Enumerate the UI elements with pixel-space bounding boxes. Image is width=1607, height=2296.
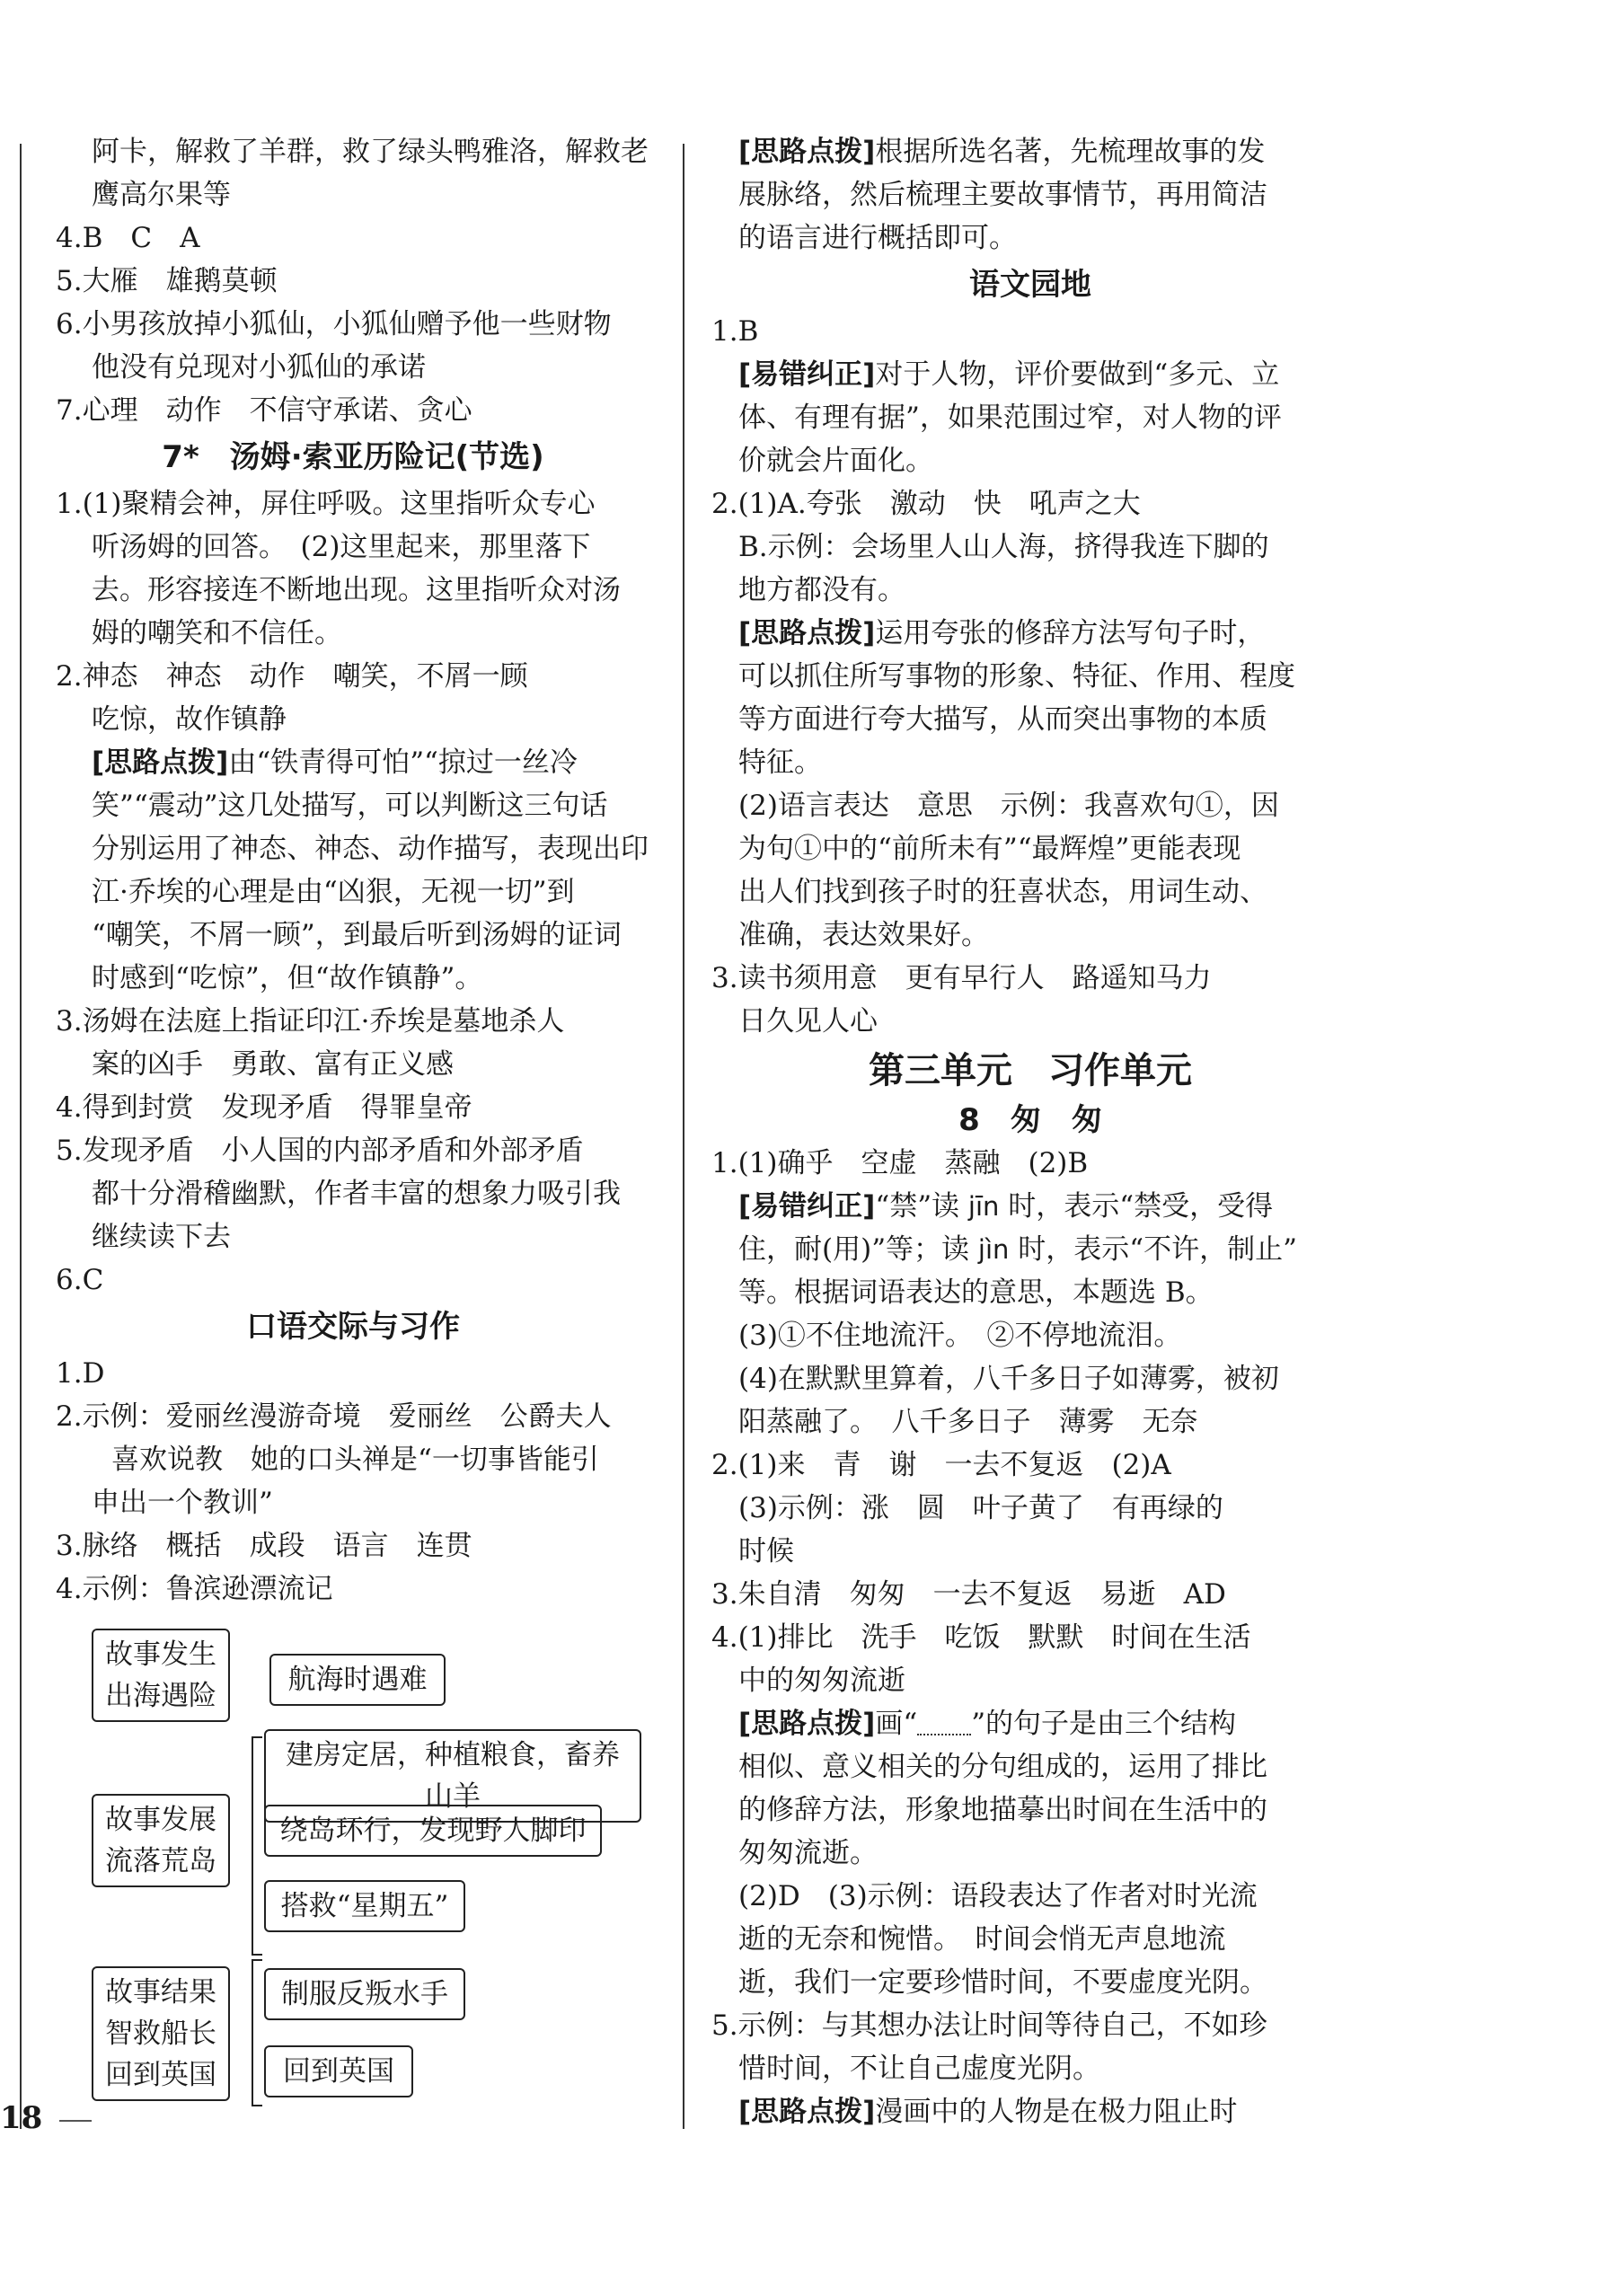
answer-line: 中的匆匆流逝 xyxy=(738,1665,905,1697)
page-number: 18 xyxy=(0,2100,43,2136)
diagram-start-box xyxy=(92,1629,230,1722)
diagram-end-bracket xyxy=(252,1959,262,2106)
hint-tag: [思路点拨] xyxy=(92,746,229,779)
answer-line: 去。形容接连不断地出现。这里指听众对汤 xyxy=(92,574,621,606)
answer-6: 6.小男孩放掉小狐仙，小狐仙赠予他一些财物 xyxy=(56,308,612,340)
answer-line: 惜时间，不让自己虚度光阴。 xyxy=(738,2053,1100,2085)
hint-tag: [思路点拨] xyxy=(738,136,876,168)
answer-line: 准确，表达效果好。 xyxy=(738,919,989,951)
hint-line: 体、有理有据”，如果范围过窄，对人物的评 xyxy=(738,402,1282,434)
footer-rule xyxy=(59,2120,92,2122)
answer-line: 2.(1)A.夸张 激动 快 吼声之大 xyxy=(711,488,1141,520)
answer-line: 5.示例：与其想办法让时间等待自己，不如珍 xyxy=(711,2009,1267,2042)
hint-line: 相似、意义相关的分句组成的，运用了排比 xyxy=(738,1751,1267,1783)
diagram-dev-sub: 流落荒岛 xyxy=(105,1845,216,1877)
answer-line: 4.得到封赏 发现矛盾 得罪皇帝 xyxy=(56,1091,472,1124)
hint-line: 分别运用了神态、神态、动作描写，表现出印 xyxy=(92,833,649,865)
answer-line: 2.示例：爱丽丝漫游奇境 爱丽丝 公爵夫人 xyxy=(56,1400,612,1433)
hint-line: 江·乔埃的心理是由“凶狠，无视一切”到 xyxy=(92,876,575,908)
diagram-end-item-2: 回到英国 xyxy=(264,2045,413,2097)
answer-line: 1.D xyxy=(56,1357,105,1390)
wavy-underline-mark xyxy=(917,1716,971,1735)
hint-text: 时，表示“不许，制止” xyxy=(1009,1233,1297,1266)
answer-line: 5.发现矛盾 小人国的内部矛盾和外部矛盾 xyxy=(56,1135,584,1167)
answer-line: 逝的无奈和惋惜。 时间会悄无声息地流 xyxy=(738,1923,1226,1956)
answer-line: 6.C xyxy=(56,1264,104,1296)
hint-text: 由“铁青得可怕”“掠过一丝冷 xyxy=(228,746,578,779)
answer-line: 3.朱自清 匆匆 一去不复返 易逝 AD xyxy=(711,1578,1226,1611)
story-structure-diagram xyxy=(56,1618,650,2157)
answer-line: 阿卡，解救了羊群，救了绿头鸭雅洛，解救老 xyxy=(92,136,649,168)
hint-line: 特征。 xyxy=(738,746,822,779)
error-tag: [易错纠正] xyxy=(738,1190,876,1223)
diagram-end-sub1: 智救船长 xyxy=(105,2018,216,2050)
column-separator xyxy=(683,144,684,2129)
diagram-end-sub2: 回到英国 xyxy=(105,2059,216,2091)
lesson-title-congcong: 8 匆 匆 xyxy=(958,1102,1102,1138)
diagram-dev-title: 故事发展 xyxy=(105,1804,216,1836)
pinyin-jin1: jīn xyxy=(967,1191,1000,1222)
answer-line: 申出一个教训” xyxy=(92,1487,273,1519)
hint-text: 画“ xyxy=(875,1708,918,1740)
hint-line: 等。根据词语表达的意思，本题选 B。 xyxy=(738,1276,1214,1309)
hint-line: 笑”“震动”这几处描写，可以判断这三句话 xyxy=(92,790,608,822)
diagram-start-title: 故事发生 xyxy=(105,1638,216,1671)
hint-line xyxy=(738,1185,1322,1228)
answer-line: (3)示例：涨 圆 叶子黄了 有再绿的 xyxy=(738,1492,1223,1524)
answer-line: 案的凶手 勇敢、富有正义感 xyxy=(92,1048,454,1081)
diagram-end-box xyxy=(92,1966,230,2101)
hint-line xyxy=(738,2090,1322,2133)
diagram-end-title: 故事结果 xyxy=(105,1976,216,2009)
hint-line xyxy=(738,1702,1322,1745)
diagram-dev-item-2: 绕岛环行，发现野人脚印 xyxy=(264,1805,602,1857)
hint-tag: [思路点拨] xyxy=(738,2096,876,2128)
pinyin-jin4: jìn xyxy=(977,1234,1010,1265)
error-tag: [易错纠正] xyxy=(738,358,876,391)
answer-line: 2.神态 神态 动作 嘲笑，不屑一顾 xyxy=(56,660,528,693)
diagram-dev-box xyxy=(92,1794,230,1887)
answer-6-cont: 他没有兑现对小狐仙的承诺 xyxy=(92,351,426,384)
unit-title: 第三单元 习作单元 xyxy=(869,1050,1192,1091)
section-title-oral: 口语交际与习作 xyxy=(246,1309,460,1345)
hint-text: 住，耐(用)”等；读 xyxy=(738,1233,978,1266)
answer-line: 阳蒸融了。 八千多日子 薄雾 无奈 xyxy=(738,1406,1198,1438)
answer-line: 4.(1)排比 洗手 吃饭 默默 时间在生活 xyxy=(711,1621,1251,1654)
diagram-start-item: 航海时遇难 xyxy=(269,1654,446,1706)
hint-line: 时感到“吃惊”，但“故作镇静”。 xyxy=(92,962,483,994)
answer-4: 4.B C A xyxy=(56,222,200,254)
answer-line: (3)①不住地流汗。 ②不停地流泪。 xyxy=(738,1320,1182,1352)
hint-line xyxy=(738,612,1322,655)
answer-line: 1.(1)确乎 空虚 蒸融 (2)B xyxy=(711,1147,1089,1179)
hint-line xyxy=(738,353,1322,396)
left-margin-rule xyxy=(20,144,22,2129)
hint-line xyxy=(738,130,1322,173)
answer-line: 日久见人心 xyxy=(738,1005,878,1038)
answer-line: 继续读下去 xyxy=(92,1221,231,1253)
section-title-tom-sawyer: 7* 汤姆·索亚历险记(节选) xyxy=(162,439,544,475)
answer-line: 鹰高尔果等 xyxy=(92,179,231,211)
answer-7: 7.心理 动作 不信守承诺、贪心 xyxy=(56,394,472,427)
answer-5: 5.大雁 雄鹅莫顿 xyxy=(56,265,278,297)
hint-line xyxy=(56,741,650,784)
hint-text: 根据所选名著，先梳理故事的发 xyxy=(875,136,1266,168)
hint-tag: [思路点拨] xyxy=(738,1708,876,1740)
answer-line: 3.脉络 概括 成段 语言 连贯 xyxy=(56,1530,472,1562)
hint-line: 可以抓住所写事物的形象、特征、作用、程度 xyxy=(738,660,1295,693)
answer-line: 1.(1)聚精会神，屏住呼吸。这里指听众专心 xyxy=(56,488,596,520)
answer-line: (4)在默默里算着，八千多日子如薄雾，被初 xyxy=(738,1363,1279,1395)
diagram-dev-bracket xyxy=(252,1736,262,1956)
answer-line: 听汤姆的回答。 (2)这里起来，那里落下 xyxy=(92,531,591,563)
diagram-start-sub: 出海遇险 xyxy=(105,1680,216,1712)
answer-line: 都十分滑稽幽默，作者丰富的想象力吸引我 xyxy=(92,1178,621,1210)
hint-line: “嘲笑，不屑一顾”，到最后听到汤姆的证词 xyxy=(92,919,622,951)
answer-line: 逝，我们一定要珍惜时间，不要虚度光阴。 xyxy=(738,1966,1267,1999)
hint-line: 的修辞方法，形象地描摹出时间在生活中的 xyxy=(738,1794,1267,1826)
left-column xyxy=(56,130,650,2157)
hint-line xyxy=(738,1228,1322,1271)
hint-tag: [思路点拨] xyxy=(738,617,876,649)
hint-text: 时，表示“禁受，受得 xyxy=(999,1190,1274,1223)
answer-line: 4.示例：鲁滨逊漂流记 xyxy=(56,1573,333,1605)
answer-line: 1.B xyxy=(711,315,759,348)
hint-line: 展脉络，然后梳理主要故事情节，再用简洁 xyxy=(738,179,1267,211)
answer-line: B.示例：会场里人山人海，挤得我连下脚的 xyxy=(738,531,1269,563)
answer-line: 3.读书须用意 更有早行人 路遥知马力 xyxy=(711,962,1212,994)
answer-line: 2.(1)来 青 谢 一去不复返 (2)A xyxy=(711,1449,1171,1481)
answer-line: (2)D (3)示例：语段表达了作者对时光流 xyxy=(738,1880,1258,1912)
right-column xyxy=(711,130,1322,2133)
hint-text: 运用夸张的修辞方法写句子时， xyxy=(875,617,1266,649)
hint-text: 对于人物，评价要做到“多元、立 xyxy=(875,358,1280,391)
answer-line: 地方都没有。 xyxy=(738,574,905,606)
diagram-end-item-1: 制服反叛水手 xyxy=(264,1968,465,2020)
answer-line: 喜欢说教 她的口头禅是“一切事皆能引 xyxy=(111,1444,599,1476)
answer-line: 姆的嘲笑和不信任。 xyxy=(92,617,342,649)
section-title-garden: 语文园地 xyxy=(969,267,1091,303)
answer-line: (2)语言表达 意思 示例：我喜欢句①，因 xyxy=(738,790,1279,822)
answer-line: 3.汤姆在法庭上指证印江·乔埃是墓地杀人 xyxy=(56,1005,565,1038)
answer-line: 出人们找到孩子时的狂喜状态，用词生动、 xyxy=(738,876,1267,908)
hint-text: ”的句子是由三个结构 xyxy=(971,1708,1237,1740)
answer-line: 吃惊，故作镇静 xyxy=(92,703,287,736)
diagram-dev-item-1: 建房定居，种植粮食，畜养山羊 xyxy=(264,1729,641,1823)
hint-text: “禁”读 xyxy=(875,1190,968,1223)
diagram-dev-item-3: 搭救“星期五” xyxy=(264,1880,465,1932)
hint-line: 价就会片面化。 xyxy=(738,445,933,477)
hint-line: 的语言进行概括即可。 xyxy=(738,222,1017,254)
hint-line: 等方面进行夸大描写，从而突出事物的本质 xyxy=(738,703,1267,736)
answer-line: 时候 xyxy=(738,1535,794,1567)
hint-line: 匆匆流逝。 xyxy=(738,1837,878,1869)
answer-line: 为句①中的“前所未有”“最辉煌”更能表现 xyxy=(738,833,1241,865)
hint-text: 漫画中的人物是在极力阻止时 xyxy=(875,2096,1238,2128)
